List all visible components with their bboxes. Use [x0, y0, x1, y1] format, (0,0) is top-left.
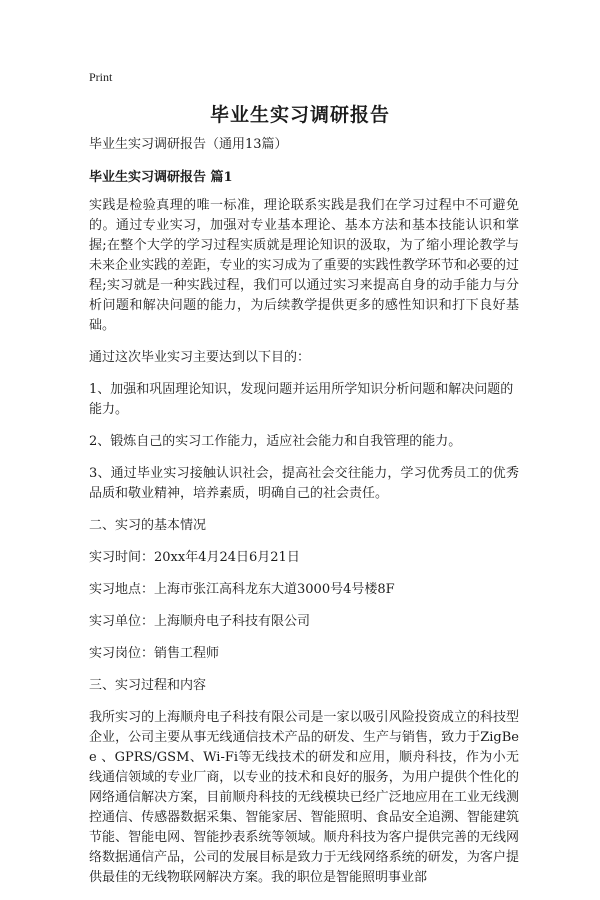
print-link[interactable]: Print [89, 70, 113, 84]
internship-position: 实习岗位：销售工程师 [89, 646, 220, 661]
internship-company: 实习单位：上海顺舟电子科技有限公司 [89, 614, 311, 629]
section-heading: 毕业生实习调研报告 篇1 [89, 170, 233, 185]
document-subtitle: 毕业生实习调研报告（通用13篇） [89, 137, 288, 152]
goal-item-2: 2、锻炼自己的实习工作能力，适应社会能力和自我管理的能力。 [89, 434, 462, 449]
section-heading-process: 三、实习过程和内容 [89, 678, 207, 693]
goal-item-3: 3、通过毕业实习接触认识社会，提高社会交往能力，学习优秀员工的优秀品质和敬业精神，培养素质，明确自己的社会责任。 [89, 466, 519, 501]
internship-location: 实习地点：上海市张江高科龙东大道3000号4号楼8F [89, 582, 395, 597]
document-body [89, 135, 519, 900]
internship-time: 实习时间：20xx年4月24日6月21日 [89, 550, 300, 565]
paragraph-company: 我所实习的上海顺舟电子科技有限公司是一家以吸引风险投资成立的科技型企业，公司主要从事无线通信技术产品的研发、生产与销售，致力于ZigBee 、GPRS/GSM、Wi-Fi等无线技术的研发和应用，顺舟科技，作为小无线通信领域的专业厂商，以专业的技术和良好的服务，为用户提供个性化的网络通信解决方案，目前顺舟科技的无线模块已经广泛地应用在工业无线测控通信、传感器数据采集、智能家居、智能照明、食品安全追溯、智能建筑节能、智能电网、智能抄表系统等领域。顺舟科技为客户提供完善的无线网络数据通信产品，公司的发展目标是致力于无线网络系统的研发，为客户提供最佳的无线物联网解决方案。我的职位是智能照明事业部 [89, 710, 519, 885]
document-title: 毕业生实习调研报告 [209, 104, 390, 126]
goal-item-1: 1、加强和巩固理论知识，发现问题并运用所学知识分析问题和解决问题的能力。 [89, 382, 514, 417]
section-heading-basics: 二、实习的基本情况 [89, 518, 207, 533]
paragraph-goals-lead: 通过这次毕业实习主要达到以下目的： [89, 350, 311, 365]
paragraph-intro: 实践是检验真理的唯一标准，理论联系实践是我们在学习过程中不可避免的。通过专业实习，加强对专业基本理论、基本方法和基本技能认识和掌握;在整个大学的学习过程实质就是理论知识的汲取，为了缩小理论教学与未来企业实践的差距，专业的实习成为了重要的实践性教学环节和必要的过程;实习就是一种实践过程，我们可以通过实习来提高自身的动手能力与分析问题和解决问题的能力，为后续教学提供更多的感性知识和打下良好基础。 [89, 198, 519, 333]
